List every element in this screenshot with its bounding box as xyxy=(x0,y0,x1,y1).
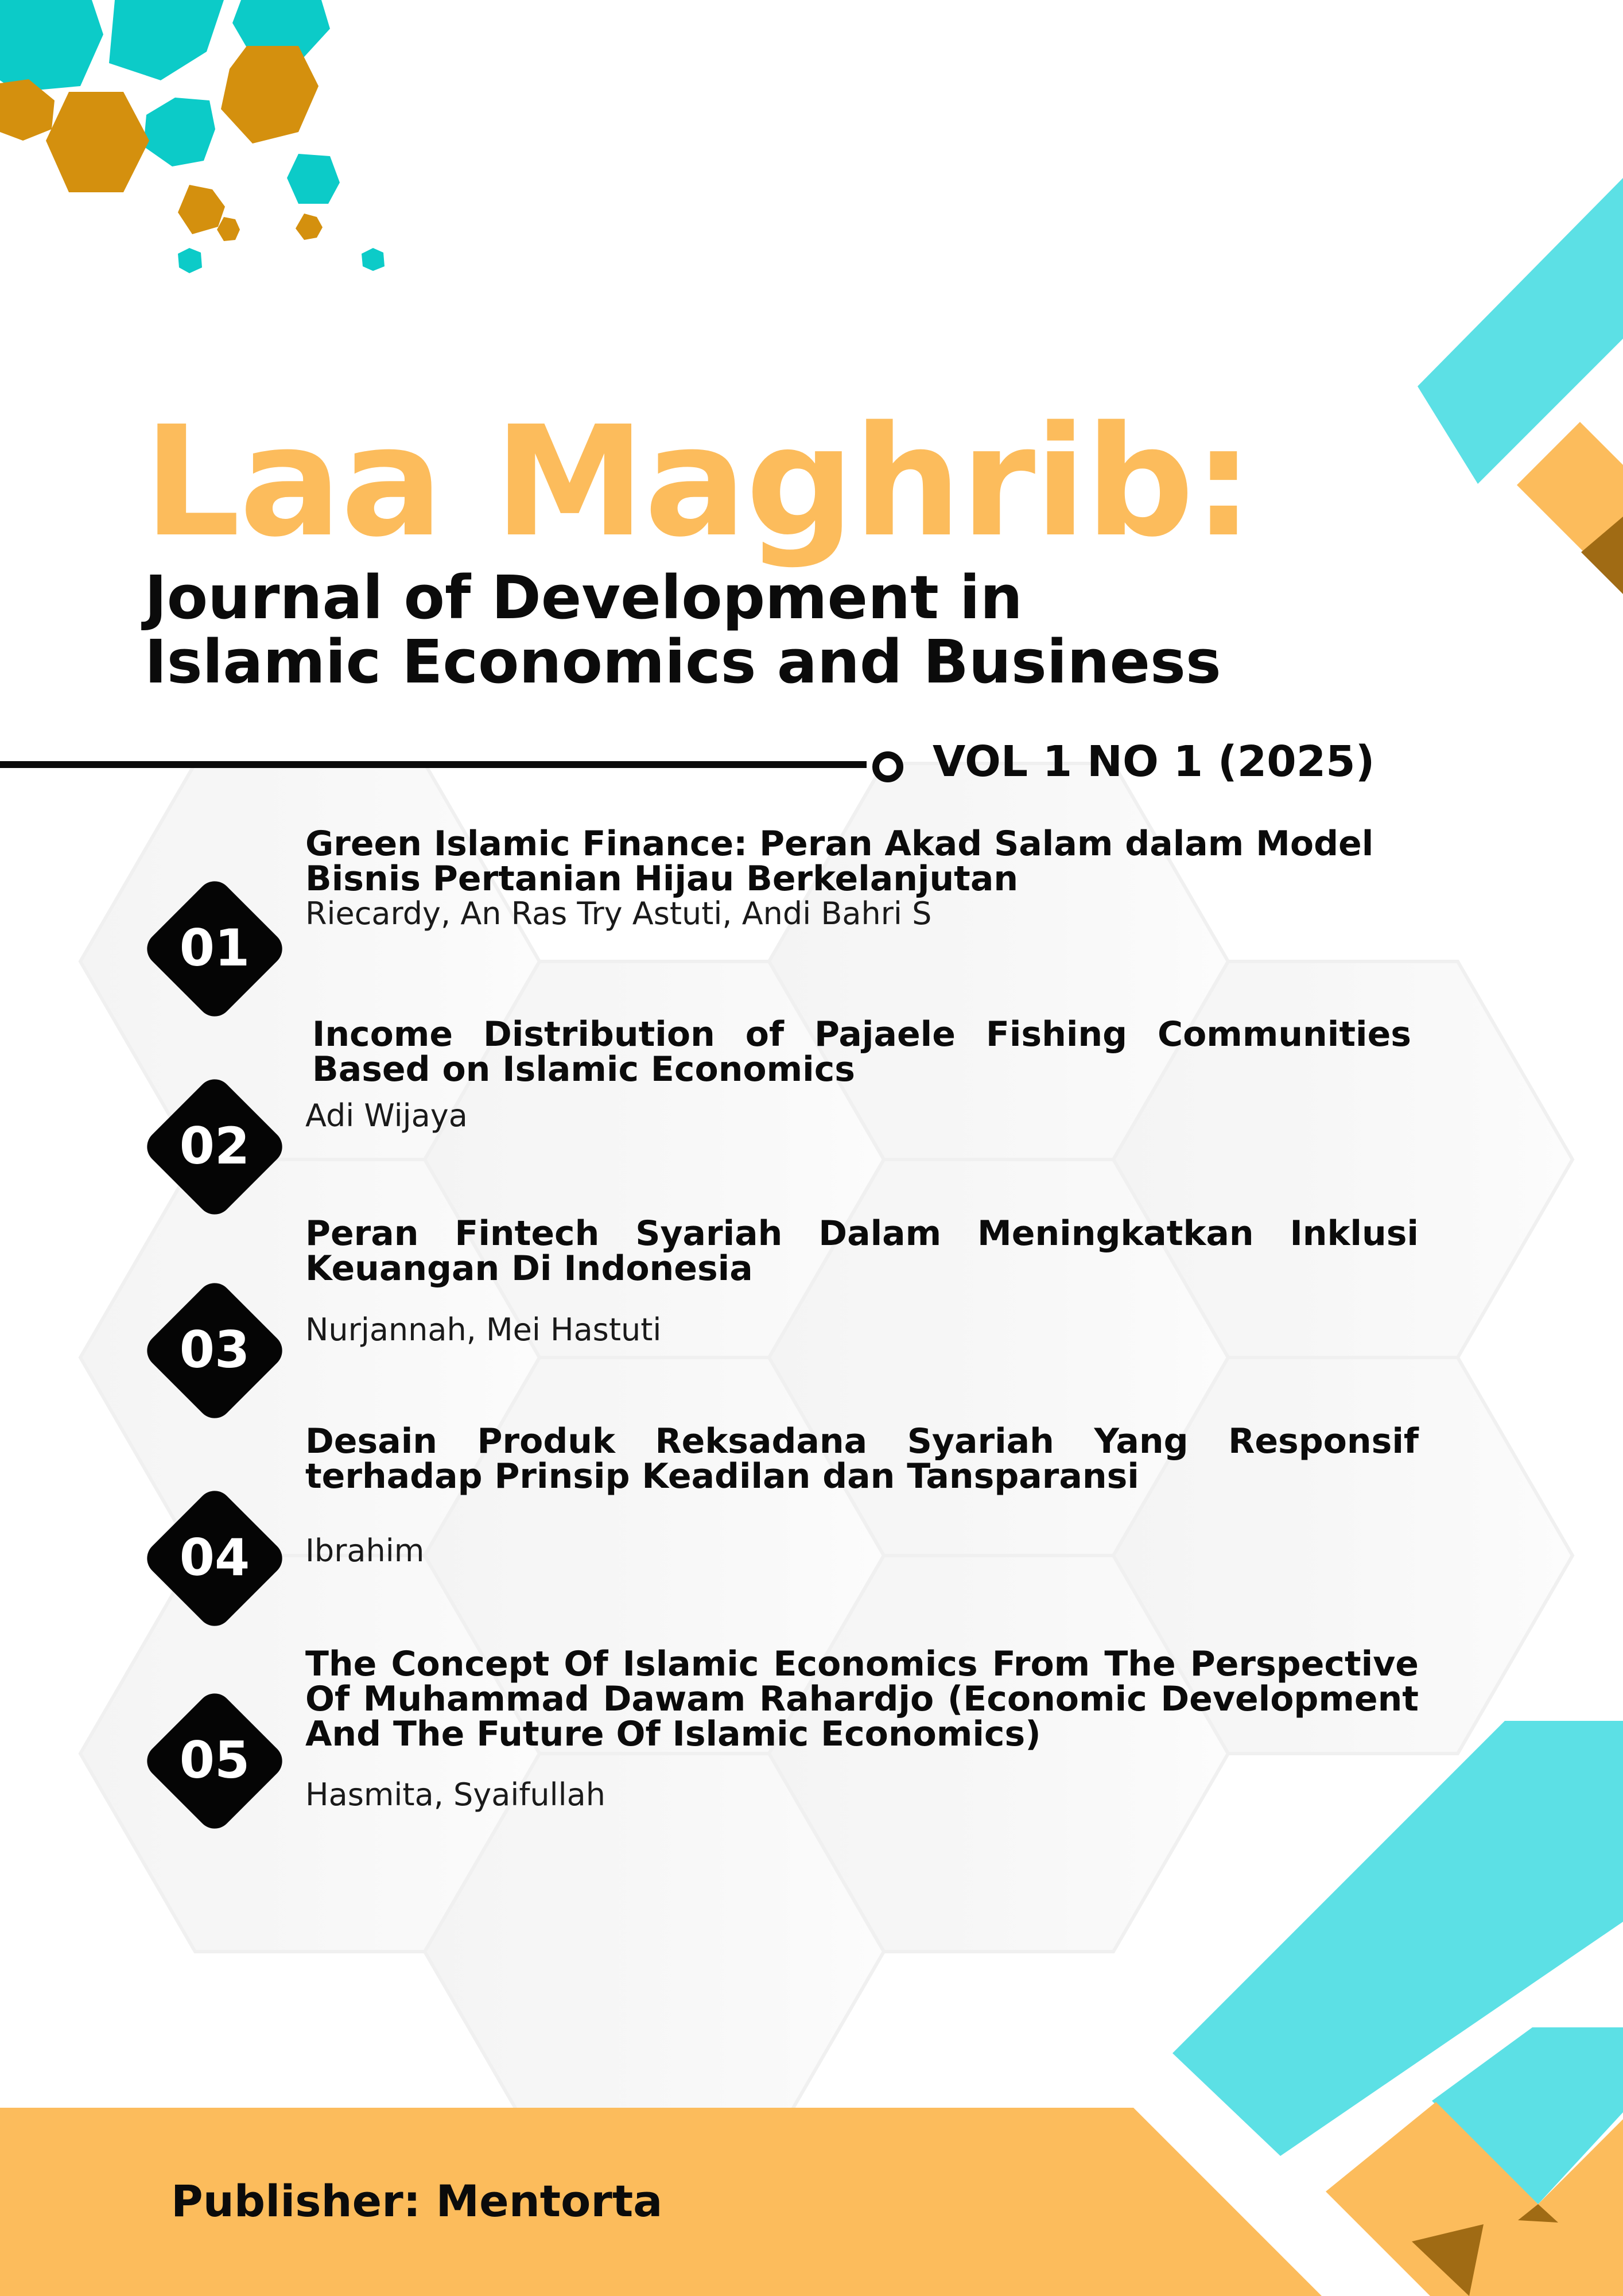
journal-subtitle xyxy=(145,563,1221,697)
volume-divider-dot xyxy=(872,751,903,782)
article-item xyxy=(0,809,1623,982)
publisher-label: Publisher: Mentorta xyxy=(171,2175,663,2227)
article-number: 03 xyxy=(179,1320,250,1379)
article-item xyxy=(0,1211,1623,1383)
article-authors: Ibrahim xyxy=(305,1533,425,1569)
article-authors: Adi Wijaya xyxy=(305,1097,468,1134)
article-title: The Concept Of Islamic Economics From The Perspective Of Muhammad Dawam Rahardjo (Economic Development And The Future Of Islamic Economics) xyxy=(305,1644,1419,1754)
article-item xyxy=(0,1622,1623,1813)
article-authors: Riecardy, An Ras Try Astuti, Andi Bahri S xyxy=(305,895,932,932)
article-authors: Hasmita, Syaifullah xyxy=(305,1777,605,1813)
article-title: Peran Fintech Syariah Dalam Meningkatkan Inklusi Keuangan Di Indonesia xyxy=(305,1213,1419,1289)
article-authors: Nurjannah, Mei Hastuti xyxy=(305,1312,662,1348)
article-number: 05 xyxy=(179,1731,250,1790)
article-title: Green Islamic Finance: Peran Akad Salam dalam Model Bisnis Pertanian Hijau Berkelanjutan xyxy=(305,824,1374,899)
article-title: Income Distribution of Pajaele Fishing Communities Based on Islamic Economics xyxy=(312,1014,1411,1089)
article-number: 01 xyxy=(179,918,250,978)
article-number: 04 xyxy=(179,1528,250,1587)
article-title: Desain Produk Reksadana Syariah Yang Responsif terhadap Prinsip Keadilan dan Tansparansi xyxy=(305,1421,1419,1496)
volume-label: VOL 1 NO 1 (2025) xyxy=(933,737,1375,786)
volume-divider-line xyxy=(0,761,867,768)
journal-subtitle-line-2: Islamic Economics and Business xyxy=(145,627,1221,697)
article-number: 02 xyxy=(179,1116,250,1176)
article-item xyxy=(0,1007,1623,1180)
article-item xyxy=(0,1419,1623,1591)
journal-title: Laa Maghrib: xyxy=(143,394,1253,571)
journal-subtitle-line-1: Journal of Development in xyxy=(145,563,1023,633)
